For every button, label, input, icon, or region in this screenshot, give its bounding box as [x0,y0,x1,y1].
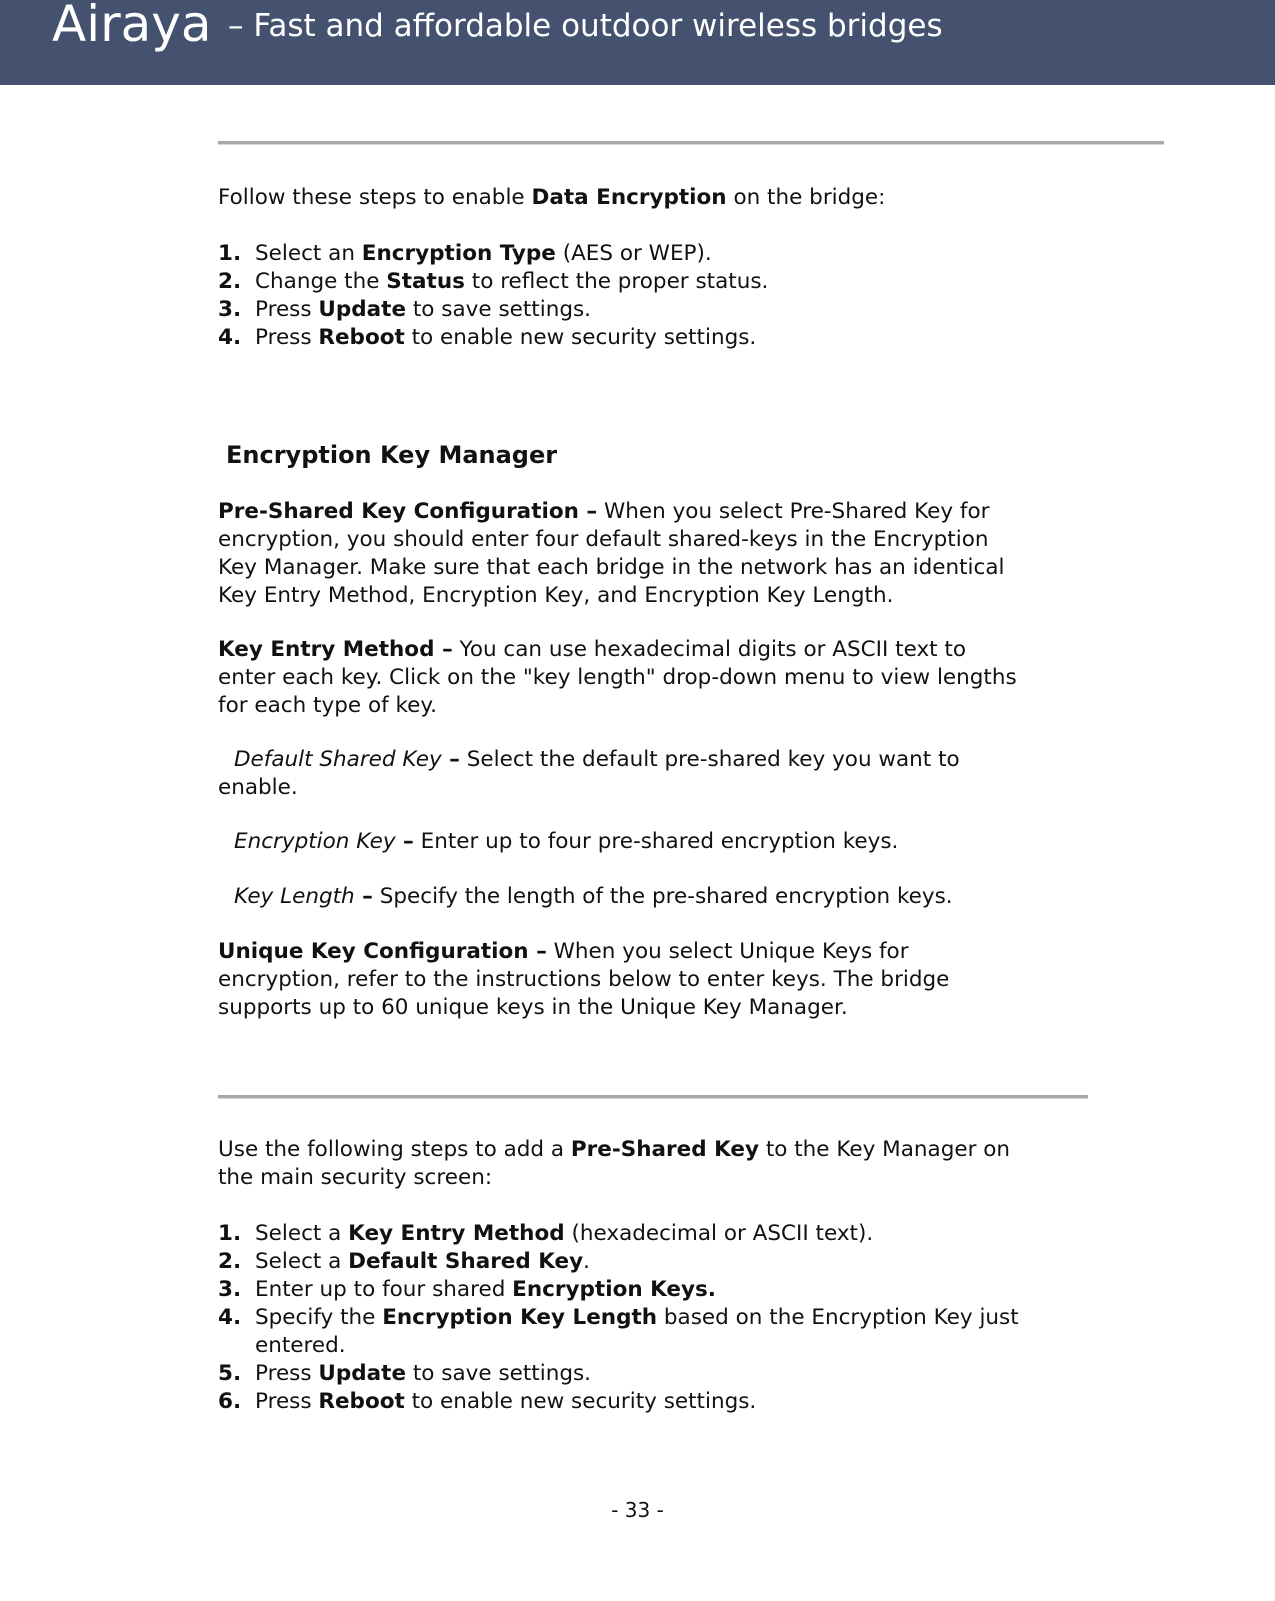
ukc-line: When you select Unique Keys for [546,939,909,964]
step-text-end: . [583,1249,590,1274]
psk-paragraph [218,498,1005,610]
ukc-paragraph [218,938,949,1022]
kl-text: Specify the length of the pre-shared encryption keys. [372,884,953,909]
step-number: 2. [218,269,242,294]
section-heading: Encryption Key Manager [226,441,558,469]
step-number: 3. [218,1277,242,1302]
step-continuation: entered. [255,1333,346,1358]
psk-line: Key Manager. Make sure that each bridge in the network has an identical [218,555,1005,580]
dsk-term: Default Shared Key [234,747,442,772]
ek-paragraph [218,828,898,856]
intro-paragraph [218,184,885,212]
intro-text-end: on the bridge: [726,185,886,210]
brand-name: Airaya [52,0,212,53]
ek-term: Encryption Key [234,829,396,854]
ukc-term: Unique Key Configuration – [218,939,547,964]
ek-text: Enter up to four pre-shared encryption keys. [413,829,899,854]
step-number: 5. [218,1361,242,1386]
step-number: 2. [218,1249,242,1274]
step-number: 1. [218,241,242,266]
step-text: Enter up to four shared [255,1277,513,1302]
step-text: Press [255,1389,319,1414]
intro2-text-end: to the Key Manager on [759,1137,1011,1162]
step-text-end: to enable new security settings. [404,325,757,350]
step-text-end: to save settings. [406,1361,592,1386]
step-number: 4. [218,1305,242,1330]
step-number: 1. [218,1221,242,1246]
psk-term: Pre-Shared Key Configuration – [218,499,598,524]
page-header [0,0,1275,85]
step-term: Encryption Type [361,241,556,266]
kl-dash: – [354,884,373,909]
kl-paragraph [218,883,953,911]
step-number: 6. [218,1389,242,1414]
dsk-line: Select the default pre-shared key you want to [459,747,960,772]
intro-text: Follow these steps to enable [218,185,532,210]
ukc-line: supports up to 60 unique keys in the Unique Key Manager. [218,995,848,1020]
step-text-end: (AES or WEP). [555,241,712,266]
step-number: 4. [218,325,242,350]
header-tagline: – Fast and affordable outdoor wireless bridges [228,8,943,44]
step-term: Encryption Key Length [382,1305,658,1330]
step-term: Update [318,1361,407,1386]
step-text: Specify the [255,1305,383,1330]
dsk-paragraph [218,746,960,802]
step-text-end: to reflect the proper status. [464,269,769,294]
step-term: Default Shared Key [348,1249,584,1274]
psk-line: encryption, you should enter four default shared-keys in the Encryption [218,527,989,552]
step-text: Select a [255,1221,349,1246]
step-text: Press [255,325,319,350]
step-term: Update [318,297,407,322]
page-number: - 33 - [611,1498,664,1522]
step-text-end: to save settings. [406,297,592,322]
step-text: Select a [255,1249,349,1274]
dsk-dash: – [441,747,460,772]
divider-top [218,141,1164,145]
kem-paragraph [218,636,1017,720]
step-term: Encryption Keys. [512,1277,716,1302]
ek-dash: – [395,829,414,854]
step-term: Key Entry Method [348,1221,565,1246]
kl-term: Key Length [234,884,355,909]
step-term: Status [386,269,465,294]
kem-line: for each type of key. [218,693,437,718]
step-term: Reboot [318,1389,405,1414]
step-text-end: to enable new security settings. [404,1389,757,1414]
step-term: Reboot [318,325,405,350]
intro2-paragraph [218,1136,1010,1192]
step-text: Press [255,297,319,322]
kem-line: enter each key. Click on the "key length" drop-down menu to view lengths [218,665,1017,690]
psk-line: When you select Pre-Shared Key for [597,499,990,524]
kem-term: Key Entry Method – [218,637,453,662]
step-text: Change the [255,269,387,294]
intro-term: Data Encryption [531,185,727,210]
dsk-line: enable. [218,775,298,800]
step-text-end: based on the Encryption Key just [657,1305,1019,1330]
intro2-line: the main security screen: [218,1165,493,1190]
kem-line: You can use hexadecimal digits or ASCII text to [452,637,967,662]
intro2-term: Pre-Shared Key [570,1137,759,1162]
step-text-end: (hexadecimal or ASCII text). [564,1221,874,1246]
psk-line: Key Entry Method, Encryption Key, and Encryption Key Length. [218,583,894,608]
ukc-line: encryption, refer to the instructions below to enter keys. The bridge [218,967,950,992]
step-number: 3. [218,297,242,322]
intro2-text: Use the following steps to add a [218,1137,571,1162]
step-text: Select an [255,241,362,266]
step-text: Press [255,1361,319,1386]
divider-middle [218,1095,1088,1099]
